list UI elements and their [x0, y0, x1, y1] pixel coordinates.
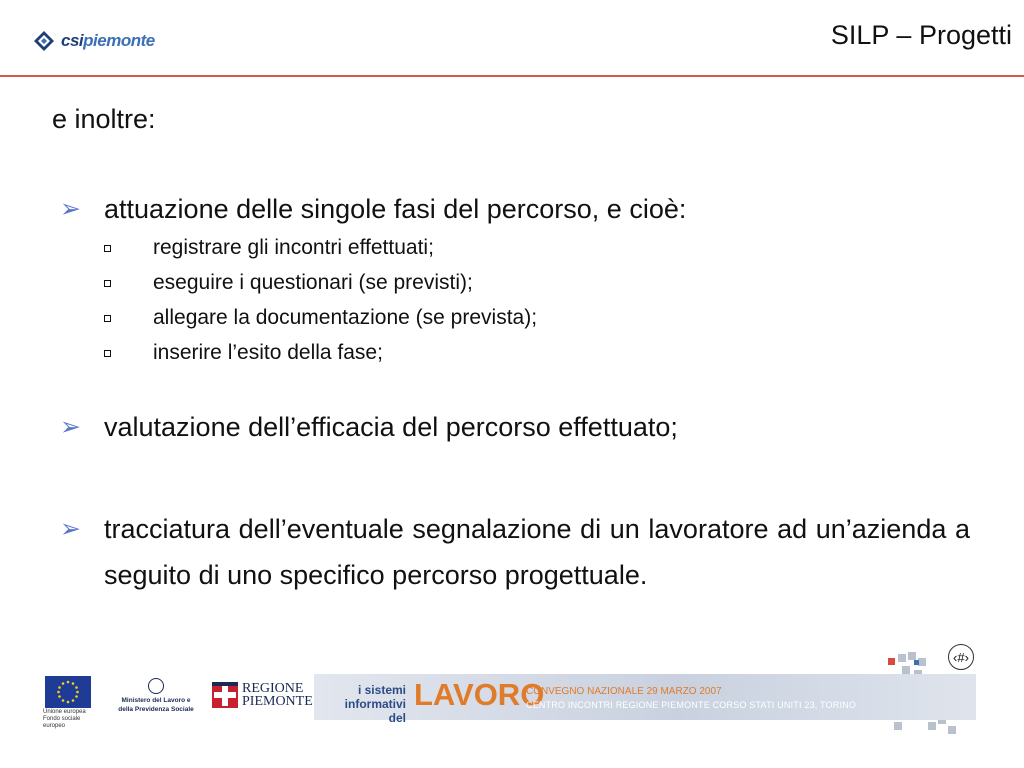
arrow-bullet-icon: ➢: [60, 195, 81, 223]
sub-item: [104, 267, 473, 299]
csi-piemonte-logo: [33, 26, 155, 56]
banner-convegno: CONVEGNO NAZIONALE 29 MARZO 2007: [526, 686, 722, 697]
bullet-valutazione: [60, 404, 970, 450]
sub-item-text: eseguire i questionari (se previsti);: [153, 271, 473, 294]
slide-header: [0, 0, 1024, 76]
bullet-tracciatura: [60, 506, 970, 598]
banner-subtitle: i sistemi informativi del: [344, 683, 406, 725]
square-bullet-icon: [104, 315, 111, 322]
regione-piemonte-logo: [212, 682, 313, 708]
sub-item-text: registrare gli incontri effettuati;: [153, 236, 434, 259]
banner-lavoro: LAVORO: [414, 677, 545, 712]
ministry-name: Ministero del Lavoro e della Previdenza Sociale: [118, 697, 194, 713]
sub-item-text: allegare la documentazione (se prevista);: [153, 306, 538, 329]
square-bullet-icon: [104, 280, 111, 287]
square-bullet-icon: [104, 350, 111, 357]
sub-item: [104, 337, 383, 369]
bullet-text: valutazione dell’efficacia del percorso effettuato;: [104, 412, 678, 442]
footer-logos: [0, 672, 1024, 742]
bullet-text: tracciatura dell’eventuale segnalazione di un lavoratore ad un’azienda a seguito di uno specifico percorso progettuale.: [104, 514, 970, 590]
page-number: ‹#›: [948, 644, 974, 670]
bullet-text: attuazione delle singole fasi del percorso, e cioè:: [104, 194, 687, 224]
regione-name: REGIONE PIEMONTE: [242, 681, 313, 709]
ministry-logo: [116, 678, 196, 714]
ministry-emblem-icon: [148, 678, 164, 694]
slide-title: SILP – Progetti: [830, 20, 1012, 50]
arrow-bullet-icon: ➢: [60, 413, 81, 441]
diamond-logo-icon: [33, 30, 55, 52]
intro-text: e inoltre:: [52, 104, 156, 134]
bullet-attuazione: [60, 186, 970, 232]
banner-venue: CENTRO INCONTRI REGIONE PIEMONTE CORSO STATI UNITI 23, TORINO: [526, 700, 857, 710]
square-bullet-icon: [104, 245, 111, 252]
lavoro-banner: [314, 674, 976, 725]
sub-item: [104, 302, 537, 334]
regione-flag-icon: [212, 682, 238, 708]
arrow-bullet-icon: ➢: [60, 515, 81, 543]
sub-item-text: inserire l’esito della fase;: [153, 341, 383, 364]
eu-flag-icon: [45, 676, 91, 708]
logo-wordmark: csipiemonte: [61, 31, 155, 50]
sub-item: [104, 232, 434, 264]
eu-caption: Unione europea Fondo sociale europeo: [43, 709, 86, 729]
header-divider: [0, 75, 1024, 77]
